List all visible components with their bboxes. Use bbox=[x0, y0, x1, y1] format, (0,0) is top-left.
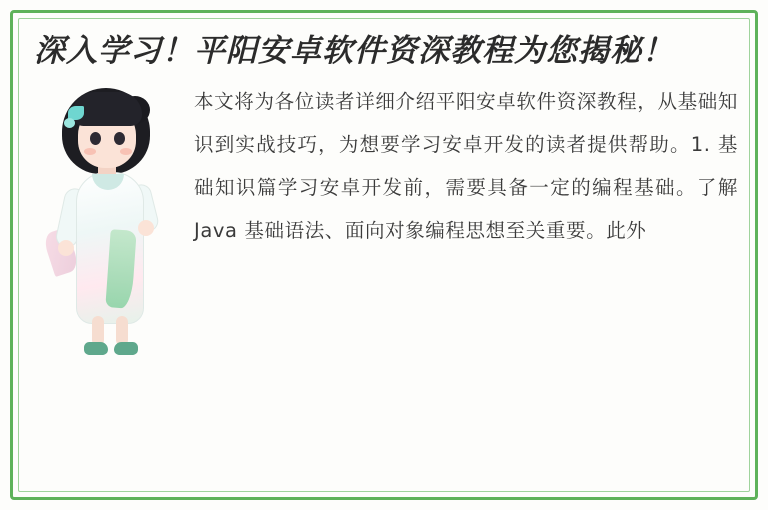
right-shoe-shape bbox=[114, 342, 138, 355]
left-hand-shape bbox=[58, 240, 74, 256]
right-eye-shape bbox=[114, 132, 125, 145]
document-content bbox=[30, 28, 738, 482]
hair-flower-secondary-icon bbox=[64, 118, 75, 128]
article-layout bbox=[30, 80, 738, 370]
page-title: 深入学习！平阳安卓软件资深教程为您揭秘！ bbox=[34, 33, 674, 69]
right-blush-shape bbox=[120, 148, 132, 155]
left-eye-shape bbox=[90, 132, 101, 145]
left-blush-shape bbox=[84, 148, 96, 155]
right-hand-shape bbox=[138, 220, 154, 236]
article-body bbox=[184, 80, 738, 252]
article-paragraph: 本文将为各位读者详细介绍平阳安卓软件资深教程，从基础知识到实战技巧，为想要学习安卓开发的读者提供帮助。1. 基础知识篇学习安卓开发前，需要具备一定的编程基础。了解 Java 基础语法、面向对象编程思想至关重要。此外 bbox=[194, 90, 738, 242]
left-shoe-shape bbox=[84, 342, 108, 355]
chibi-girl-illustration bbox=[34, 80, 184, 370]
